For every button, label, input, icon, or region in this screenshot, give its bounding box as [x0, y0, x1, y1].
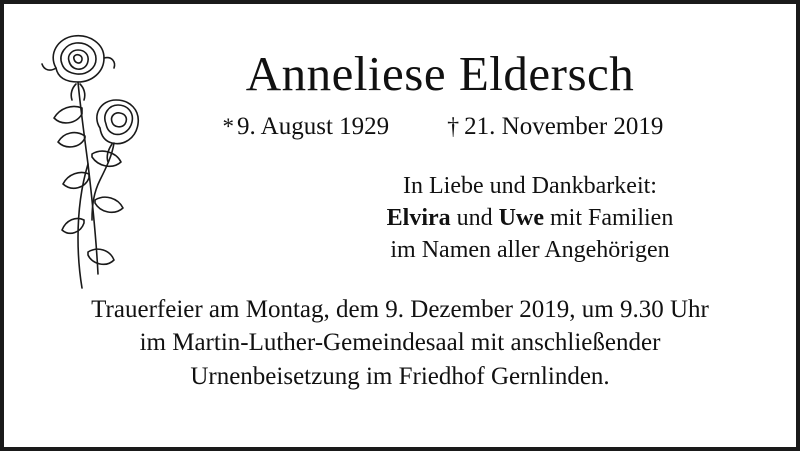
rose-icon — [26, 24, 146, 294]
dedication-conjunction: und — [450, 205, 499, 232]
family-name-1: Elvira — [386, 205, 451, 232]
notice-content — [4, 4, 796, 447]
deceased-name: Anneliese Eldersch — [245, 46, 635, 101]
dedication-line-3: im Namen aller Angehörigen — [390, 237, 670, 264]
family-name-2: Uwe — [498, 205, 544, 232]
dedication-line-1: In Liebe und Dankbarkeit: — [403, 173, 657, 200]
birth-date-text: 9. August 1929 — [237, 113, 390, 141]
ceremony-line-3: Urnenbeisetzung im Friedhof Gernlinden. — [190, 362, 610, 390]
ceremony-block — [30, 293, 770, 393]
death-cross-icon: † — [447, 114, 460, 141]
death-date-text: 21. November 2019 — [464, 113, 664, 141]
ceremony-line-1: Trauerfeier am Montag, dem 9. Dezember 2019, um 9.30 Uhr — [91, 296, 709, 324]
life-dates — [116, 113, 770, 141]
death-date — [447, 113, 663, 141]
dedication-line-2 — [330, 203, 730, 235]
dedication-suffix: mit Familien — [544, 205, 674, 232]
birth-date — [223, 113, 390, 141]
ceremony-line-2: im Martin-Luther-Gemeindesaal mit anschließender — [139, 329, 661, 357]
birth-star-icon: * — [222, 114, 235, 140]
